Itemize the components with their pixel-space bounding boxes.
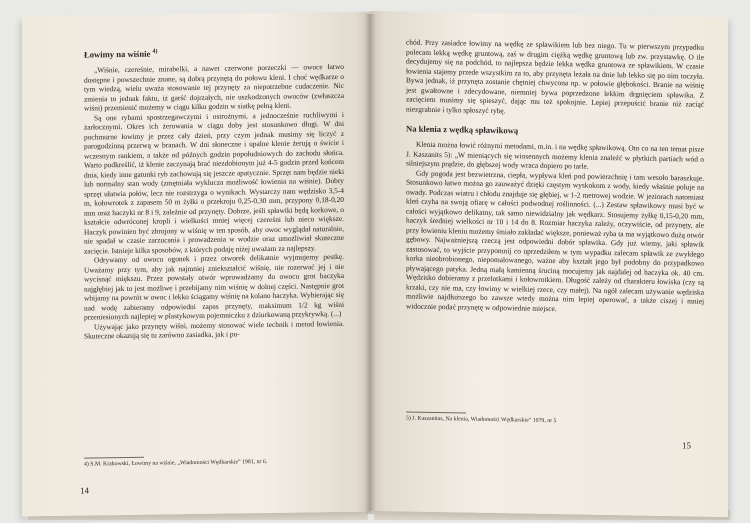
- paragraph: Odrywamy od owocu ogonek i przez otworek delikatnie wyjmujemy pestkę. Uważamy przy tym, aby jak najmniej zniekształcić wiśnię, nie rozerwać jej i nie wycisnąć miększu. Przez powstały otwór wprowadzamy do owocu grot haczyka najgłębiej jak to jest możliwe i przebijamy nim wiśnię w dolnej części. Następnie grot wbijamy na powrót w owoc i lekko ściągamy wiśnię na kolano haczyka. Wybierając się nad wodę zabieramy odpowiedni zapas przynęty, maksimum 1/2 kg wiśni przeniesionych najlepiej w plastykowym pojemniczku z dziurkowaną przykrywką. (...): [84, 251, 344, 322]
- paragraph: Są one rybami spostrzegawczymi i ostrożnymi, a jednocześnie ruchliwymi i żarłocznymi. Okres ich żerowania w ciągu doby jest stosunkowo długi. W dni pochmurne łowimy je przez cały dzień, przy czym jednak musimy się liczyć z parogodzinną przerwą w branach. W dni słoneczne i upalne klenie żerują o świcie i wczesnym rankiem, a także od późnych godzin popołudniowych do zachodu słońca. Warto podkreślić, iż klenie zaczynają brać niezdobionym już 4-5 godzin przed końcem dnia, kiedy inne gatunki ryb zachowują się jeszcze apatycznie. Sprzęt nam będzie nieki lub normalny stan wody (zmętniała wyklucza możliwość łowienia na wiśnie). Dobry sprzęt ułatwia połów, lecz nie rozstrzyga o wynikach. Wystarczy nam wędzisko 3,5-4 m, kołowrotek z zapasem 50 m żyłki o przekroju 0,25-0,30 mm, przypony 0,18-0,20 mm oraz haczyki nr 8 i 9, zależnie od przynęty. Dobrze, jeśli spławiki będą korkowe, o kształcie odwróconej kropli i wielkości mniej więcej czereśni lub nieco większe. Haczyk powinien być zbrojony w wiśnię w ten sposób, aby owoc wyglądał naturalnie, nie spadał w czasie zarzucania i prowadzenia w wodzie oraz umożliwiał skuteczne zacięcie. Istnieje kilka sposobów, z których podaję niżej uważam za najlepszy.: [84, 109, 344, 256]
- page-number-right: 15: [682, 440, 691, 451]
- paragraph: chód. Przy zasiadce łowimy na wędkę ze spławikiem lub bez niego. Tu w pierwszym przypadku polecam lekką wędkę gruntową, zaś w drugim ciężką wędkę gruntową lub zw. przystawkę. O ile decydujemy się na podchód, to najlepsza będzie lekka wędka gruntowa ze spławikiem. W czasie łowienia stajemy przede wszystkim za to, aby przynęta leżała na dnie lub lekko się po nim toczyła. Bywa jednak, iż przynęta zostanie chętniej chwycona np. w połowie głębokości. Branie na wiśnię jest gwałtowne i zdecydowane, niemniej bywa poprzedzone lekkim drgnięciem spławika. Z zacięciem musimy się spieszyć, dając mu też spokojnie. Lepiej przepuścić branie niż zaciąć niezgrabnie i tylko spłoszyć rybę.: [406, 37, 704, 115]
- right-footnote: 5) J. Kaszanitas, Na klenia, Wiadomości Wędkarskie” 1979, nr 5: [406, 415, 557, 425]
- paragraph: Używając jako przynęty wiśni, możemy stosować wiele technik i metod łowienia. Skuteczne okazują się tu zarówno zasiadka, jak i po-: [84, 318, 344, 341]
- open-book: [8, 14, 744, 514]
- right-page-heading: Na klenia z wędką spławikową: [406, 123, 519, 136]
- page-number-left: 14: [80, 485, 89, 496]
- right-page-body: [406, 140, 704, 316]
- left-page-heading: [84, 46, 344, 60]
- paragraph: Klenia można łowić różnymi metodami, m.in. i na wędkę spławikową. Oto co na ten temat pisze J. Kaszanits 5): „W mieniących się wiosennych możemy klenia znaleźć w płytkich partiach wód o silniejszym prądzie, do głębszej wody wraca dopiero po tarle.: [406, 139, 704, 171]
- footnote-divider: [406, 412, 466, 414]
- right-page-intro: [406, 38, 704, 119]
- heading-footnote-marker: 4): [152, 48, 158, 55]
- paragraph: „Wiśnie, czereśnie, mirabelki, a nawet czerwone porzeczki — owoce łatwo dostępne i powszechnie znane, są dobrą przynętą do połowu kleni. I choć wędkarze o tym wiedzą, wielu uważa stosowanie tej przynęty za niepotrzebne cudaczenie. Nic zmienia to jednak faktu, iż garść dojrzałych, nie uszkodzonych owoców (zwłaszcza wiśni) przemienić możemy w ciągu kilku godzin w siatkę pełną kleni.: [84, 61, 344, 113]
- paragraph: Gdy pogoda jest bezwietrzna, ciepła, wypływa kleń pod powierzchnię i tam wesoło baraszkuje. Stosunkowo łatwo można go zauważyć dzięki częstym wyskokom z wody, kiedy właśnie poluje na owady. Podczas wiatru i chłodu znajduje się głębiej, w 1-2 metrowej wodzie. W jeziorach natomiast kleń czyha na swoją ofiarę w całości podwodnej roślinności. (...) Zestaw spławikowy musi być w całości wyjątkowo delikatny, tak samo niewidzialny jak wędkarz. Stosujemy żyłkę 0,15-0,20 mm, haczyk średniej wielkości nr 10 i 14 do 8. Rozmiar haczyka zależy, oczywiście, od przynęty, ale przy łowieniu kleniu możemy śmiało zakładać większe, ponieważ ryba ta ma wyjątkowo dużą otwór gębowy. Najważniejszą rzeczą jest odpowiedni dobór spławika. Gdy już wiemy, jaki spławik zastosować, to wyjście przypomnij co uprzedziłem w tym wypadku zalecam spławik ze zwykłego korka nieobrobionego, niepomalowanego, ważne aby kształt jego był podobny do przypadkowo pływającego patyka. Jedną małą kamienną śruciną mocujemy jak najdalej od haczyka ok. 40 cm. Wędzisko dobieramy z przelotkami i kołowrotkiem. Długość zależy od charakteru łowiska (czy są krzaki, czy nie ma, czy łowimy w wielkiej rzece, czy małej). Na ogół zalecam używanie wędziska możliwie najdłuższego bo zawsze wtedy można nim lepiej operować, a także ciszej i mniej widocznie podać przynętę w odpowiednie miejsce.: [406, 168, 704, 313]
- left-page: [22, 12, 370, 517]
- left-page-body: [84, 62, 344, 341]
- footnote-divider: [84, 457, 144, 459]
- book-spine: [364, 14, 376, 514]
- right-page: [370, 11, 728, 517]
- left-footnote: 4) S.M. Krakowski, Łowimy na wiśnie, „Wiadomości Wędkarskie” 1981, nr 6.: [84, 459, 268, 468]
- heading-text: Łowimy na wiśnie: [84, 48, 151, 60]
